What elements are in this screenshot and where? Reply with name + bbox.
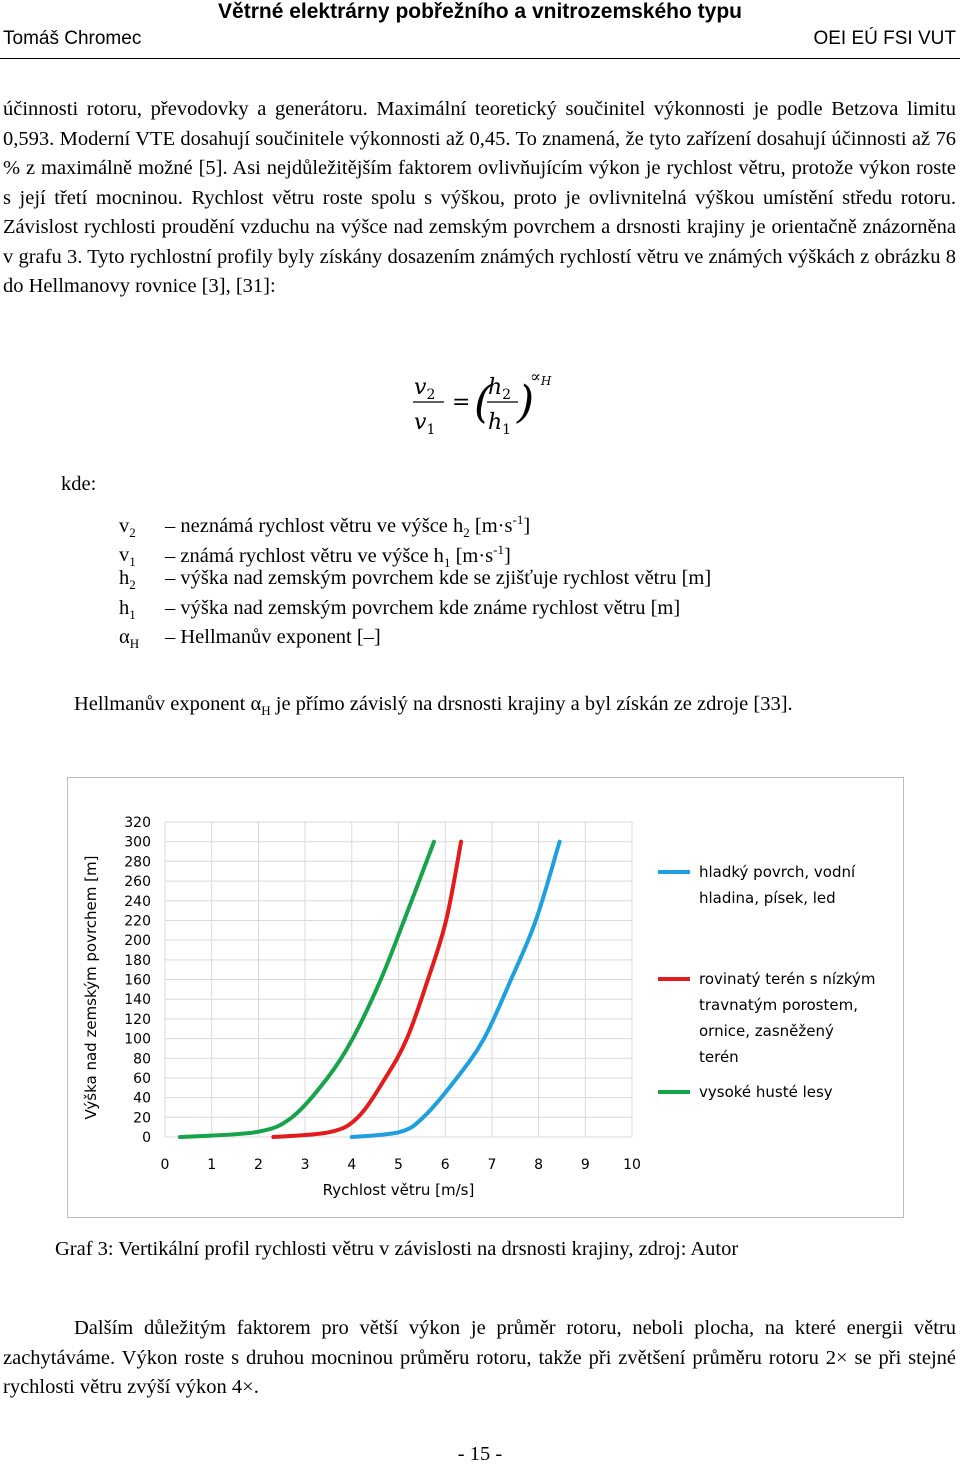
- series-line-smooth-surface: [352, 842, 560, 1137]
- definitions-list: [119, 505, 711, 653]
- x-tick-label: 1: [207, 1157, 217, 1173]
- x-tick-label: 5: [394, 1157, 403, 1173]
- x-tick-label: 2: [253, 1157, 263, 1173]
- x-tick-label: 3: [300, 1157, 310, 1173]
- formula-lhs-num: $v_2$: [414, 375, 436, 403]
- definition-h1: $h_1$ – výška nad zemským povrchem kde známe rychlost větru [m]: [119, 594, 711, 624]
- y-axis-title: Výška nad zemským povrchem [m]: [82, 855, 100, 1120]
- formula-rhs-den: $h_1$: [488, 410, 512, 438]
- where-label: kde:: [61, 473, 97, 495]
- y-tick-label: 20: [133, 1110, 151, 1127]
- definition-v2: $v_2$ – neznámá rychlost větru ve výšce $h_2$ $[m\cdot s^{-1}]$: [119, 505, 711, 535]
- header-rule: [0, 58, 960, 59]
- chart: [67, 777, 904, 1218]
- formula-rhs-num: $h_2$: [488, 375, 512, 403]
- paragraph-1: účinnosti rotoru, převodovky a generátoru. Maximální teoretický součinitel výkonnosti je podle Betzova limitu 0,593. Moderní VTE dosahují součinitele výkonnosti až 0,45. To znamená, že tyto zařízení dosahují účinnosti až 76 % z maximálně možné [5]. Asi nejdůležitějším faktorem ovlivňujícím výkon je rychlost větru, protože výkon roste s její třetí mocninou. Rychlost větru roste spolu s výškou, proto je ovlivnitelná výškou umístění středu rotoru. Závislost rychlosti proudění vzduchu na výšce nad zemským povrchem a drsnosti krajiny je orientačně znázorněna v grafu 3. Tyto rychlostní profily byly získány dosazením známých rychlostí větru ve známých výškách z obrázku 8 do Hellmanovy rovnice [3], [31]:: [3, 98, 956, 297]
- figure-caption: Graf 3: Vertikální profil rychlosti větru v závislosti na drsnosti krajiny, zdroj: Autor: [55, 1238, 739, 1260]
- formula-equals: =: [452, 390, 471, 415]
- definition-symbol: $v_2$: [119, 514, 136, 540]
- legend-item-dense-forest-label: vysoké husté lesy: [699, 1083, 833, 1101]
- y-tick-label: 120: [124, 1011, 151, 1028]
- y-tick-label: 240: [124, 893, 151, 910]
- definition-v1: $v_1$ – známá rychlost větru ve výšce $h_1$ $[m\cdot s^{-1}]$: [119, 535, 711, 565]
- y-tick-label: 40: [133, 1090, 151, 1107]
- definition-h2: $h_2$ – výška nad zemským povrchem kde se zjišťuje rychlost větru [m]: [119, 564, 711, 594]
- y-tick-label: 0: [142, 1130, 151, 1146]
- page-number: - 15 -: [457, 1443, 503, 1465]
- y-tick-label: 280: [124, 854, 151, 871]
- definition-symbol: $h_1$: [119, 596, 136, 622]
- formula-lhs-den: $v_1$: [414, 410, 436, 438]
- series-line-dense-forest: [180, 842, 434, 1137]
- legend-item-smooth-surface-label: hladký povrch, vodní: [699, 863, 856, 881]
- y-tick-label: 100: [124, 1031, 151, 1048]
- legend-item-flat-terrain-label: terén: [699, 1048, 739, 1066]
- y-tick-label: 300: [124, 834, 151, 851]
- x-tick-label: 0: [160, 1157, 170, 1173]
- formula-exponent: ∝H: [530, 367, 552, 388]
- paragraph-2: Hellmanův exponent $\alpha_H$ je přímo závislý na drsnosti krajiny a byl získán ze zdroje [33].: [74, 693, 793, 719]
- legend-item-flat-terrain-label: ornice, zasněžený: [699, 1022, 834, 1040]
- y-tick-label: 320: [124, 815, 151, 831]
- definition-symbol: $\alpha_H$: [119, 626, 140, 652]
- series-line-flat-terrain: [273, 842, 461, 1137]
- x-axis-title: Rychlost větru [m/s]: [322, 1181, 475, 1199]
- y-tick-label: 160: [124, 972, 151, 989]
- x-tick-label: 4: [347, 1157, 357, 1173]
- x-tick-label: 7: [487, 1157, 497, 1173]
- y-tick-label: 60: [133, 1070, 151, 1087]
- svg-text:): ): [517, 377, 535, 428]
- hellman-formula: [404, 366, 564, 442]
- definition-alpha: $\alpha_H$ – Hellmanův exponent [–]: [119, 623, 711, 653]
- y-tick-label: 200: [124, 933, 151, 950]
- y-tick-label: 220: [124, 913, 151, 930]
- paragraph-3: Dalším důležitým faktorem pro větší výkon je průměr rotoru, neboli plocha, na které energii větru zachytáváme. Výkon roste s druhou mocninou průměru rotoru, takže při zvětšení průměru rotoru 2× se při stejné rychlosti větru zvýší výkon 4×.: [3, 1317, 956, 1398]
- legend-item-smooth-surface-label: hladina, písek, led: [699, 889, 836, 907]
- definition-symbol: $h_2$: [119, 567, 136, 593]
- header-department: OEI EÚ FSI VUT: [813, 28, 956, 49]
- chart-svg: [68, 778, 905, 1219]
- legend-item-flat-terrain-label: travnatým porostem,: [699, 996, 858, 1014]
- y-tick-label: 80: [133, 1051, 151, 1068]
- definition-symbol: $v_1$: [119, 544, 136, 570]
- x-tick-label: 9: [580, 1157, 590, 1173]
- svg-text:(: (: [474, 377, 492, 428]
- y-tick-label: 260: [124, 874, 151, 891]
- x-tick-label: 8: [534, 1157, 544, 1173]
- legend-item-flat-terrain-label: rovinatý terén s nízkým: [699, 970, 876, 988]
- y-tick-label: 180: [124, 952, 151, 969]
- x-tick-label: 6: [440, 1157, 450, 1173]
- header-author: Tomáš Chromec: [3, 28, 142, 49]
- y-tick-label: 140: [124, 992, 151, 1009]
- header-title: Větrné elektrárny pobřežního a vnitrozemského typu: [218, 0, 742, 23]
- x-tick-label: 10: [623, 1157, 641, 1173]
